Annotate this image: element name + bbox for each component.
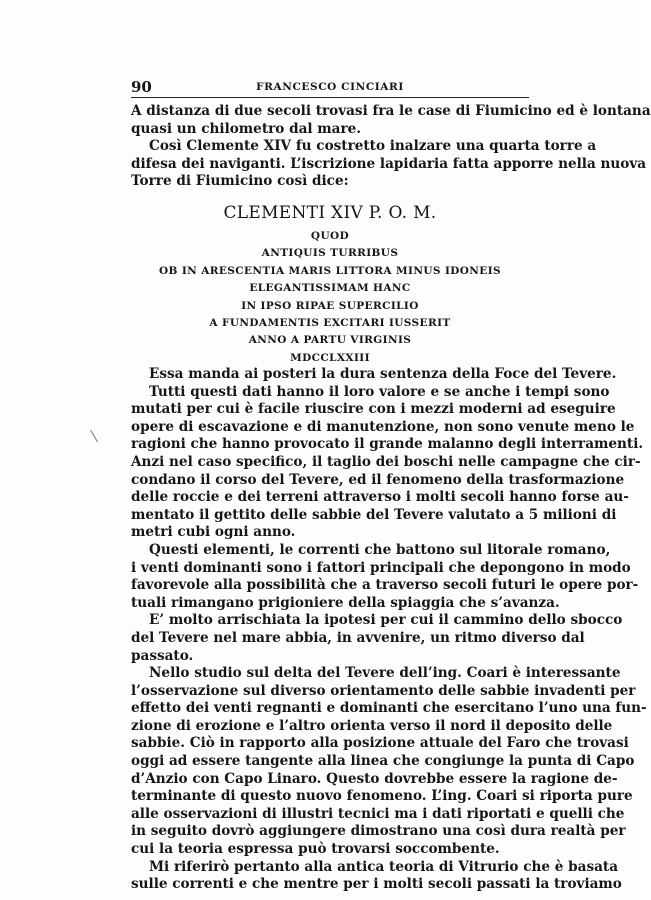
text-line: Essa manda ai posteri la dura sentenza della Foce del Tevere. bbox=[149, 366, 617, 382]
text-line: in seguito dovrò aggiungere dimostrano una così dura realtà per bbox=[131, 823, 626, 840]
text-line: Tutti questi dati hanno il loro valore e se anche i tempi sono bbox=[149, 383, 610, 400]
inscription-line: OB IN ARESCENTIA MARIS LITTORA MINUS IDONEIS bbox=[158, 264, 502, 277]
text-line: condano il corso del Tevere, ed il fenomeno della trasformazione bbox=[131, 471, 625, 488]
text-line: passato. bbox=[131, 647, 194, 664]
text-line: d’Anzio con Capo Linaro. Questo dovrebbe essere la ragione de- bbox=[131, 770, 618, 787]
text-line: terminante di questo nuovo fenomeno. L’ing. Coari si riporta pure bbox=[131, 788, 633, 805]
inscription-line: A FUNDAMENTIS EXCITARI IUSSERIT bbox=[209, 317, 451, 330]
page-header bbox=[131, 78, 529, 96]
text-line: del Tevere nel mare abbia, in avvenire, un ritmo diverso dal bbox=[131, 629, 585, 646]
text-line: Torre di Fiumicino così dice: bbox=[131, 173, 349, 190]
text-line: zione di erozione e l’altro orienta verso il nord il deposito delle bbox=[131, 717, 613, 734]
text-line: alle osservazioni di illustri tecnici ma i dati riportati e quelli che bbox=[131, 805, 625, 822]
text-line: Questi elementi, le correnti che battono sul litorale romano, bbox=[149, 541, 611, 558]
text-line: favorevole alla possibilità che a traverso secoli futuri le opere por- bbox=[131, 577, 639, 594]
intro-text bbox=[131, 103, 651, 191]
text-line: tuali rimangano prigioniere della spiaggia che s’avanza. bbox=[131, 594, 560, 611]
text-line: mutati per cui è facile riuscire con i mezzi moderni ad eseguire bbox=[131, 401, 616, 418]
text-line: ragioni che hanno provocato il grande malanno degli interramenti. bbox=[131, 436, 644, 453]
text-line: l’osservazione sul diverso orientamento delle sabbie invadenti per bbox=[131, 682, 636, 699]
lapidary-inscription bbox=[131, 200, 529, 367]
inscription-title: CLEMENTI XIV P. O. M. bbox=[223, 203, 437, 223]
inscription-line: ANNO A PARTU VIRGINIS bbox=[248, 334, 412, 347]
inscription-line: MDCCLXXIII bbox=[290, 351, 370, 364]
text-line: difesa dei naviganti. L’iscrizione lapidaria fatta apporre nella nuova bbox=[131, 155, 647, 172]
running-head: FRANCESCO CINCIARI bbox=[256, 81, 404, 93]
text-line: opere di escavazione e di manutenzione, non sono venute meno le bbox=[131, 418, 635, 435]
text-line: i venti dominanti sono i fattori principali che depongono in modo bbox=[131, 559, 631, 576]
text-line: quasi un chilometro dal mare. bbox=[131, 120, 362, 137]
page-number: 90 bbox=[131, 78, 152, 96]
text-line: cui la teoria espressa può trovarsi soccombente. bbox=[131, 841, 500, 858]
inscription-line: ELEGANTISSIMAM HANC bbox=[249, 282, 411, 295]
inscription-line: ANTIQUIS TURRIBUS bbox=[261, 247, 399, 260]
text-line: A distanza di due secoli trovasi fra le case di Fiumicino ed è lontana bbox=[131, 103, 651, 119]
margin-pencil-mark bbox=[90, 426, 105, 443]
main-text bbox=[131, 366, 647, 894]
text-line: delle roccie e dei terreni attraverso i molti secoli hanno forse au- bbox=[131, 489, 629, 506]
text-line: Mi riferirò pertanto alla antica teoria di Vitrurio che è basata bbox=[149, 858, 619, 875]
text-line: Anzi nel caso specifico, il taglio dei boschi nelle campagne che cir- bbox=[131, 453, 641, 470]
header-rule bbox=[131, 97, 529, 98]
text-line: oggi ad essere tangente alla linea che congiunge la punta di Capo bbox=[131, 753, 635, 770]
text-line: Nello studio sul delta del Tevere dell’ing. Coari è interessante bbox=[149, 665, 621, 682]
inscription-line: QUOD bbox=[310, 230, 350, 242]
text-line: E’ molto arrischiata la ipotesi per cui il cammino dello sbocco bbox=[149, 612, 623, 629]
text-line: mentato il gettito delle sabbie del Tevere valutato a 5 milioni di bbox=[131, 506, 617, 523]
text-line: sulle correnti e che mentre per i molti secoli passati la troviamo bbox=[131, 876, 622, 893]
text-line: metri cubi ogni anno. bbox=[131, 524, 296, 541]
inscription-line: IN IPSO RIPAE SUPERCILIO bbox=[241, 299, 419, 312]
text-line: Così Clemente XIV fu costretto inalzare una quarta torre a bbox=[149, 138, 597, 155]
text-line: sabbie. Ciò in rapporto alla posizione attuale del Faro che trovasi bbox=[131, 735, 629, 752]
text-line: effetto dei venti regnanti e dominanti che esercitano l’uno una fun- bbox=[131, 700, 647, 717]
